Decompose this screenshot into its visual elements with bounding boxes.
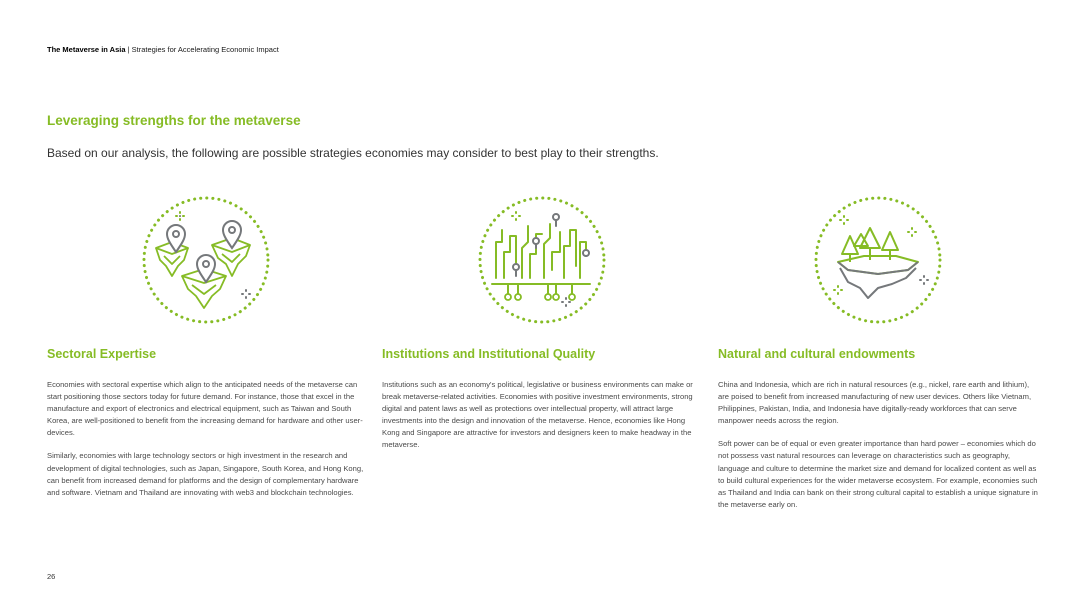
section-heading: Leveraging strengths for the metaverse <box>47 113 301 128</box>
body-paragraph: Soft power can be of equal or even greater importance than hard power – economies which do not possess vast natural resources can leverage on characteristics such as geography, language and culture to determine the market size and demand for localized content as well as to build cultural experiences for the wider metaverse ecosystem. For example, economies such as Thailand and India can bank on their strong cultural capital to establish a unique signature in the metaverse early on. <box>718 439 1038 509</box>
institutions-title: Institutions and Institutional Quality <box>382 347 596 361</box>
sectoral-expertise-body <box>47 379 369 510</box>
location-pins-icon <box>136 190 276 330</box>
endowments-title: Natural and cultural endowments <box>718 347 916 361</box>
body-paragraph: Economies with sectoral expertise which align to the anticipated needs of the metaverse can start positioning those sectors today for future demand. For instance, those that excel in the manufacture and export of electronics and electrical equipment, such as Taiwan and South Korea, are well-positioned to benefit from the increasing demand for hardware and other user-devices. <box>47 380 363 438</box>
header-separator: | <box>125 45 132 54</box>
body-paragraph: Institutions such as an economy's political, legislative or business environments can make or break metaverse-related activities. Economies with positive investment environments, strong digital and patent laws as well as protections over intellectual property, will attract large investments into the design and innovation of the metaverse. Hence, economies like Hong Kong and Singapore are attractive for investors and designers keen to make headway in the metaverse. <box>382 380 693 450</box>
floating-island-icon <box>808 190 948 330</box>
institutions-body <box>382 379 704 463</box>
report-subtitle: Strategies for Accelerating Economic Impact <box>131 45 279 54</box>
intro-text: Based on our analysis, the following are possible strategies economies may consider to best play to their strengths. <box>47 146 659 160</box>
page-number: 26 <box>47 572 56 581</box>
body-paragraph: Similarly, economies with large technology sectors or high investment in the research and development of digital technologies, such as Japan, Singapore, South Korea, and Hong Kong, can benefit from increased demand for platforms and the design of complementary hardware and software. Vietnam and Thailand are innovating with web3 and blockchain technologies. <box>47 451 364 497</box>
endowments-body <box>718 379 1040 522</box>
running-header <box>47 45 279 54</box>
body-paragraph: China and Indonesia, which are rich in natural resources (e.g., nickel, rare earth and lithium), are poised to benefit from increased manufacturing of new user devices. Others like Vietnam, Philippines, Pakistan, India, and Indonesia have digitally-ready workforces that can serve manpower needs across the region. <box>718 380 1032 426</box>
sectoral-expertise-title: Sectoral Expertise <box>47 347 157 361</box>
circuit-city-icon <box>472 190 612 330</box>
report-title: The Metaverse in Asia <box>47 45 126 54</box>
